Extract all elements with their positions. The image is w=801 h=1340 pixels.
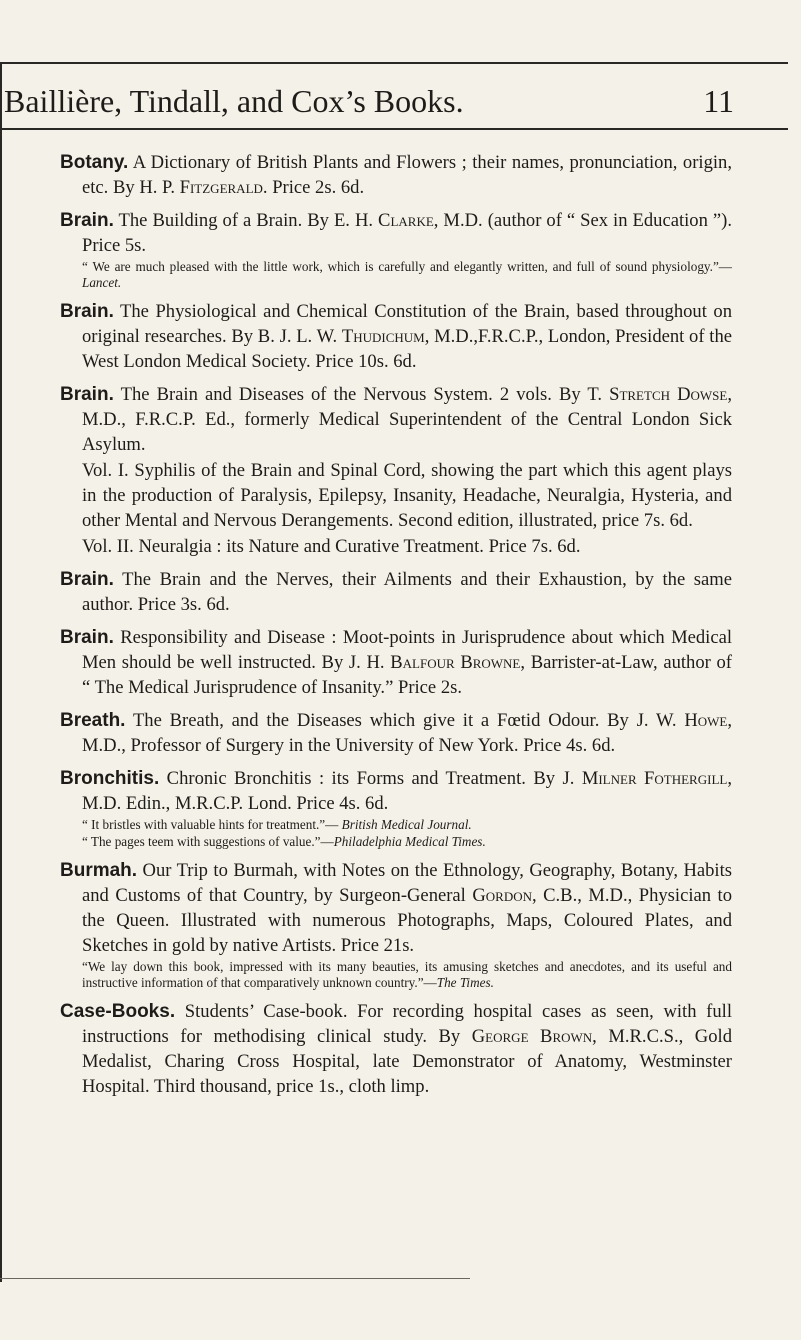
entry-subject: Brain.: [60, 301, 114, 322]
entry-author: Howe: [684, 710, 728, 731]
entry-subject: Botany.: [60, 152, 129, 173]
page-header: [4, 82, 734, 120]
volume-two: Vol. II. Neuralgia : its Nature and Curative Treatment. Price 7s. 6d.: [82, 536, 581, 557]
review-quote: [60, 817, 732, 833]
entry-author: Gordon: [472, 885, 532, 906]
entry-brain-nerves: [60, 567, 732, 617]
entry-text: [60, 708, 732, 758]
entry-brain-building: [60, 208, 732, 291]
entry-text-a: Chronic Bronchitis : its Forms and Treatment. By J.: [159, 768, 582, 789]
entry-text-b: , M.D.,F.R.C.P., London, President of the West London Medical Society. Price 10s. 6d.: [82, 326, 733, 372]
entry-text-b: , C.B., M.D., Physician to the Queen. Illustrated with numerous Photographs, Maps, Coloured Plates, and Sketches in gold by native Artists. Price 21s.: [82, 885, 732, 956]
entry-brain-responsibility: [60, 625, 732, 700]
entry-text: [60, 567, 732, 617]
entry-text: [60, 999, 732, 1099]
entry-bronchitis: [60, 766, 732, 850]
quote-text: “ The pages teem with suggestions of value.”—: [82, 834, 334, 849]
entry-breath: [60, 708, 732, 758]
page-number: 11: [703, 83, 734, 119]
entry-subject: Brain.: [60, 569, 114, 590]
entry-burmah: [60, 858, 732, 991]
entry-text-a: Responsibility and Disease : Moot-points in Jurisprudence about which Medical Men should be well instructed. By J. H.: [82, 627, 732, 673]
entry-subject: Breath.: [60, 710, 126, 731]
entry-author: Clarke: [378, 210, 434, 231]
entry-case-books: [60, 999, 732, 1099]
entry-brain-nervous-system: [60, 382, 732, 559]
quote-text: “We lay down this book, impressed with its many beauties, its amusing sketches and anecdotes, and its useful and instructive information of that comparatively unknown country.”—: [82, 959, 732, 990]
entry-subject: Bronchitis.: [60, 768, 160, 789]
quote-text: “ It bristles with valuable hints for treatment.”—: [82, 817, 342, 832]
left-frame-rule: [0, 62, 2, 1282]
entry-subject: Brain.: [60, 384, 114, 405]
entry-text-b: , Barrister-at-Law, author of “ The Medical Jurisprudence of Insanity.” Price 2s.: [82, 652, 732, 698]
entry-text-b: , M.D., Professor of Surgery in the University of New York. Price 4s. 6d.: [82, 710, 732, 756]
volume-one: Vol. I. Syphilis of the Brain and Spinal Cord, showing the part which this agent plays in the production of Paralysis, Epilepsy, Insanity, Headache, Neuralgia, Hysteria, and other Mental and Nervous Derangements. Second edition, illustrated, price 7s. 6d.: [82, 460, 732, 531]
entry-text-b: . Price 2s. 6d.: [262, 177, 365, 198]
entry-subject: Burmah.: [60, 860, 138, 881]
entry-subject: Brain.: [60, 210, 114, 231]
bottom-rule: [0, 1278, 470, 1279]
entry-text-a: The Physiological and Chemical Constitution of the Brain, based throughout on original researches. By B. J. L. W.: [82, 301, 732, 347]
entry-text-a: A Dictionary of British Plants and Flowers ; their names, pronunciation, origin, etc. By H. P.: [82, 152, 732, 198]
entry-text-a: The Brain and the Nerves, their Ailments and their Exhaustion, by the same author. Price 3s. 6d.: [82, 569, 732, 615]
quote-source: The Times.: [436, 975, 494, 990]
entry-author: Fitzgerald: [179, 177, 263, 198]
quote-source: Lancet.: [82, 275, 122, 290]
quote-source: Philadelphia Medical Times.: [333, 834, 486, 849]
entry-text-a: The Building of a Brain. By E. H.: [113, 210, 379, 231]
entry-author: Milner Fothergill: [581, 768, 728, 789]
entry-author: Balfour Browne: [390, 652, 521, 673]
entry-text: [60, 208, 732, 258]
running-title: Baillière, Tindall, and Cox’s Books.: [4, 83, 464, 119]
entry-text-a: The Brain and Diseases of the Nervous System. 2 vols. By T.: [113, 384, 610, 405]
entry-text-a: Students’ Case-book. For recording hospital cases as seen, with full instructions for methodising clinical study. By: [82, 1001, 732, 1047]
entry-text: [60, 150, 732, 200]
entry-text-b: , M.D. (author of “ Sex in Education ”). Price 5s.: [82, 210, 732, 256]
entry-text: [60, 766, 732, 816]
entry-text: [60, 382, 732, 457]
review-quote: [60, 834, 732, 850]
quote-text: “ We are much pleased with the little work, which is carefully and elegantly written, and full of sound physiology.”—: [82, 259, 732, 274]
quote-source: British Medical Journal.: [341, 817, 472, 832]
entry-text-b: , M.D. Edin., M.R.C.P. Lond. Price 4s. 6d.: [82, 768, 732, 814]
entry-botany: [60, 150, 732, 200]
entry-text-b: , M.D., F.R.C.P. Ed., formerly Medical Superintendent of the Central London Sick Asylum.: [82, 384, 732, 455]
entry-text-b: , M.R.C.S., Gold Medalist, Charing Cross Hospital, late Demonstrator of Anatomy, Westminster Hospital. Third thousand, price 1s., cloth limp.: [82, 1026, 732, 1097]
entry-text: [60, 625, 732, 700]
entry-text-a: The Breath, and the Diseases which give it a Fœtid Odour. By J. W.: [125, 710, 685, 731]
top-rule: [0, 62, 788, 64]
entry-text: [60, 858, 732, 958]
entry-brain-constitution: [60, 299, 732, 374]
entry-subject: Brain.: [60, 627, 114, 648]
entry-author: Thudichum: [341, 326, 425, 347]
entry-text: [60, 299, 732, 374]
header-rule: [0, 128, 788, 130]
entry-text-a: Our Trip to Burmah, with Notes on the Ethnology, Geography, Botany, Habits and Customs of that Country, by Surgeon-General: [82, 860, 732, 906]
entry-list: [60, 150, 732, 1107]
review-quote: [60, 259, 732, 291]
entry-author: George Brown: [471, 1026, 593, 1047]
review-quote: [60, 959, 732, 991]
entry-subject: Case-Books.: [60, 1001, 176, 1022]
entry-author: Stretch Dowse: [609, 384, 728, 405]
